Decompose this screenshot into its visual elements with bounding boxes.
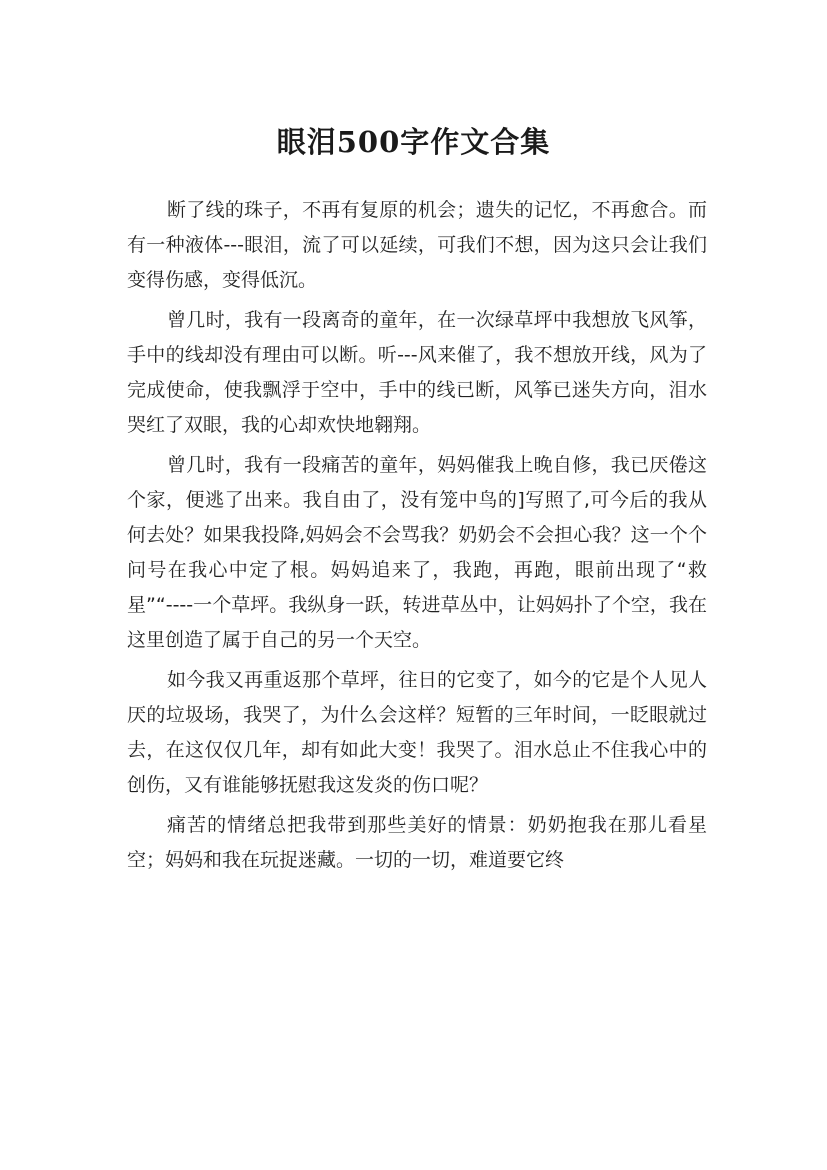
document-title: 眼泪500字作文合集: [276, 125, 551, 160]
paragraph-2: 曾几时，我有一段离奇的童年，在一次绿草坪中我想放飞风筝，手中的线却没有理由可以断。听---风来催了，我不想放开线，风为了完成使命，使我飘浮于空中，手中的线已断，风筝已迷失方向，泪水哭红了双眼，我的心却欢快地翱翔。: [127, 309, 707, 436]
paragraph-3: 曾几时，我有一段痛苦的童年，妈妈催我上晚自修，我已厌倦这个家，便逃了出来。我自由了，没有笼中鸟的]写照了,可今后的我从何去处？如果我投降,妈妈会不会骂我？奶奶会不会担心我？这一个个问号在我心中定了根。妈妈追来了，我跑，再跑，眼前出现了“救星”“----一个草坪。我纵身一跃，转进草丛中，让妈妈扑了个空，我在这里创造了属于自己的另一个天空。: [127, 454, 707, 651]
paragraph-1: 断了线的珠子，不再有复原的机会；遗失的记忆，不再愈合。而有一种液体---眼泪，流了可以延续，可我们不想，因为这只会让我们变得伤感，变得低沉。: [127, 199, 707, 291]
paragraph-5: 痛苦的情绪总把我带到那些美好的情景：奶奶抱我在那儿看星空；妈妈和我在玩捉迷藏。一切的一切，难道要它终: [127, 814, 707, 871]
document-body: [127, 193, 707, 883]
paragraph-4: 如今我又再重返那个草坪，往日的它变了，如今的它是个人见人厌的垃圾场，我哭了，为什么会这样？短暂的三年时间，一眨眼就过去，在这仅仅几年，却有如此大变！我哭了。泪水总止不住我心中的创伤，又有谁能够抚慰我这发炎的伤口呢？: [127, 669, 707, 796]
